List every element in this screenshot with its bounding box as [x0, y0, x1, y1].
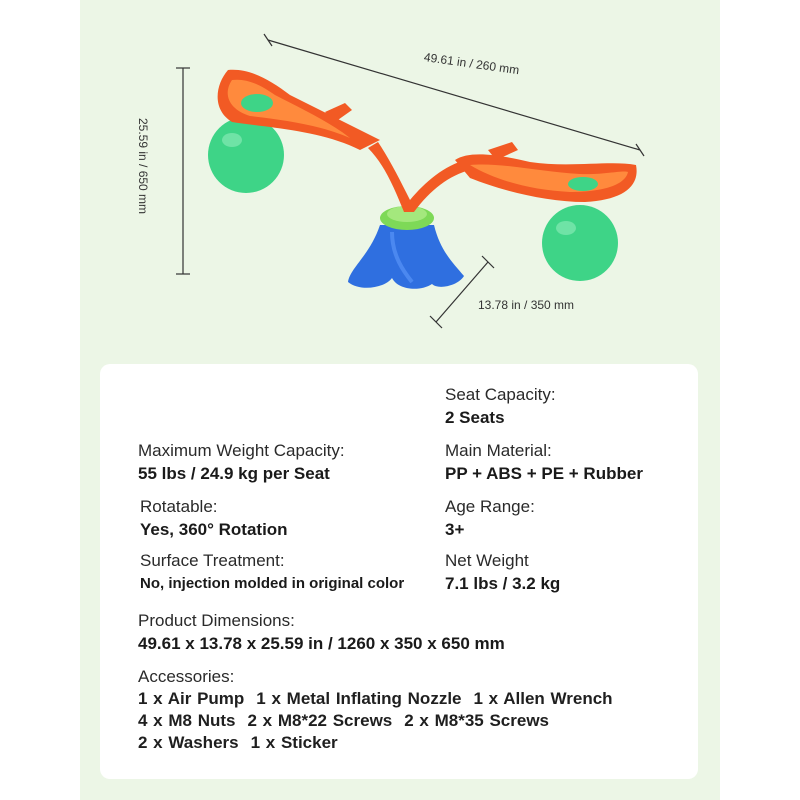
spec-max-weight — [138, 440, 345, 486]
spec-label: Maximum Weight Capacity: — [138, 441, 345, 460]
spec-value: 3+ — [445, 520, 465, 539]
accessory-item: 2 x M8*22 Screws — [247, 711, 393, 730]
accessory-item: 2 x M8*35 Screws — [404, 711, 550, 730]
spec-main-material — [445, 440, 643, 486]
spec-product-dimensions — [138, 610, 505, 656]
height-dimension-line — [176, 68, 190, 274]
right-seat — [455, 142, 637, 202]
left-green-ball — [208, 117, 284, 193]
seesaw-base — [348, 206, 464, 289]
spec-label: Rotatable: — [140, 497, 218, 516]
spec-seat-capacity — [445, 384, 556, 430]
spec-value: No, injection molded in original color — [140, 575, 405, 592]
spec-label: Age Range: — [445, 497, 535, 516]
spec-accessories — [138, 666, 234, 688]
length-dimension-line — [264, 34, 644, 156]
width-dimension-label: 13.78 in / 350 mm — [478, 298, 575, 312]
spec-value: 49.61 x 13.78 x 25.59 in / 1260 x 350 x 650 mm — [138, 634, 505, 653]
accessories-line — [138, 688, 698, 710]
spec-label: Surface Treatment: — [140, 551, 285, 570]
spec-label: Net Weight — [445, 551, 529, 570]
accessories-line — [138, 710, 698, 732]
spec-value: PP + ABS + PE + Rubber — [445, 464, 643, 483]
spec-card — [100, 364, 698, 779]
seesaw-center-arm — [368, 142, 470, 212]
accessory-item: 1 x Air Pump — [138, 689, 245, 708]
accessory-item: 4 x M8 Nuts — [138, 711, 236, 730]
spec-label: Seat Capacity: — [445, 385, 556, 404]
product-illustration-area — [0, 0, 800, 360]
spec-value: Yes, 360° Rotation — [140, 520, 288, 539]
accessory-item: 1 x Allen Wrench — [473, 689, 613, 708]
spec-label: Main Material: — [445, 441, 552, 460]
height-dimension-label: 25.59 in / 650 mm — [136, 118, 150, 215]
spec-value: 55 lbs / 24.9 kg per Seat — [138, 464, 330, 483]
spec-age-range — [445, 496, 535, 542]
spec-label: Product Dimensions: — [138, 611, 295, 630]
spec-rotatable — [140, 496, 288, 542]
accessories-list — [138, 688, 698, 754]
accessory-item: 1 x Metal Inflating Nozzle — [256, 689, 462, 708]
spec-value: 2 Seats — [445, 408, 505, 427]
spec-label: Accessories: — [138, 667, 235, 686]
seesaw-illustration — [0, 0, 800, 360]
spec-value: 7.1 lbs / 3.2 kg — [445, 574, 561, 593]
spec-surface-treatment — [140, 550, 404, 596]
accessory-item: 1 x Sticker — [250, 733, 338, 752]
accessory-item: 2 x Washers — [138, 733, 239, 752]
spec-net-weight — [445, 550, 560, 596]
accessories-line — [138, 732, 698, 754]
length-dimension-label: 49.61 in / 260 mm — [423, 50, 521, 78]
right-green-ball — [542, 205, 618, 281]
